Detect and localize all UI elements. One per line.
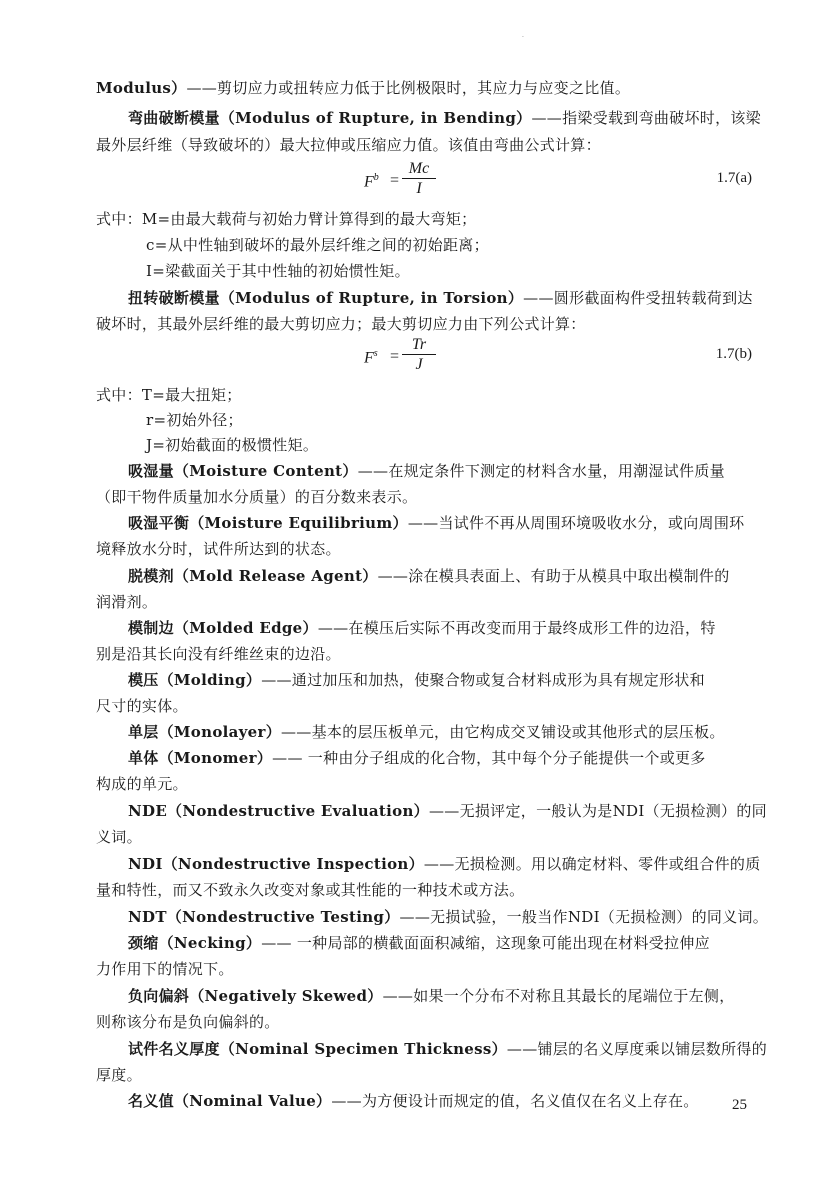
term-label: 模压（Molding） <box>128 671 262 689</box>
text-line: 则称该分布是负向偏斜的。 <box>96 1013 280 1031</box>
numerator: Tr <box>402 336 436 355</box>
text-line: 构成的单元。 <box>96 775 188 793</box>
term-label: 吸湿量（Moisture Content） <box>128 462 358 480</box>
text-line <box>128 853 761 875</box>
term-label: NDT（Nondestructive Testing） <box>128 908 400 926</box>
definition-text: ——当试件不再从周围环境吸收水分，或向周围环 <box>407 514 745 532</box>
term-label: 单体（Monomer） <box>128 749 273 767</box>
text-line: J=初始截面的极惯性矩。 <box>146 436 319 454</box>
text-line: 境释放水分时，试件所达到的状态。 <box>96 540 341 558</box>
text-line <box>128 1090 728 1112</box>
equation-number: 1.7(a) <box>716 170 752 186</box>
term-label: Modulus） <box>96 79 187 97</box>
denominator: I <box>416 180 422 197</box>
text-line <box>128 669 756 691</box>
term-label: 弯曲破断模量（Modulus of Rupture, in Bending） <box>128 109 532 127</box>
text-line <box>96 77 756 99</box>
formula-equals: = <box>390 348 400 365</box>
text-line: 尺寸的实体。 <box>96 697 188 715</box>
definition-text: ——指梁受载到弯曲破坏时，该梁 <box>531 109 761 127</box>
term-label: NDI（Nondestructive Inspection） <box>128 855 424 873</box>
text-line: 式中：T=最大扭矩； <box>96 386 242 404</box>
term-label: 负向偏斜（Negatively Skewed） <box>128 987 383 1005</box>
term-label: 试件名义厚度（Nominal Specimen Thickness） <box>128 1040 507 1058</box>
text-line <box>128 460 756 482</box>
formula-1-7a <box>96 160 756 206</box>
text-line: r=初始外径； <box>146 411 243 429</box>
term-label: 脱模剂（Mold Release Agent） <box>128 567 378 585</box>
text-line: 破坏时，其最外层纤维的最大剪切应力；最大剪切应力由下列公式计算： <box>96 315 586 333</box>
definition-text: ——在模压后实际不再改变而用于最终成形工件的边沿，特 <box>317 619 716 637</box>
definition-text: ——在规定条件下测定的材料含水量，用潮湿试件质量 <box>357 462 725 480</box>
definition-text: ——无损检测。用以确定材料、零件或组合件的质 <box>423 855 761 873</box>
denominator: J <box>415 356 423 373</box>
definition-text: —— 一种由分子组成的化合物，其中每个分子能提供一个或更多 <box>272 749 706 767</box>
text-line: 最外层纤维（导致破坏的）最大拉伸或压缩应力值。该值由弯曲公式计算： <box>96 136 601 154</box>
formula-fraction <box>402 336 436 375</box>
text-line <box>128 800 767 822</box>
text-line: 力作用下的情况下。 <box>96 960 234 978</box>
term-label: 单层（Monolayer） <box>128 723 281 741</box>
text-line <box>128 747 756 769</box>
text-line <box>128 985 756 1007</box>
term-label: 名义值（Nominal Value） <box>128 1092 332 1110</box>
definition-text: ——通过加压和加热，使聚合物或复合材料成形为具有规定形状和 <box>261 671 705 689</box>
formula-fraction <box>402 160 436 199</box>
text-line <box>128 512 756 534</box>
text-line <box>128 1038 768 1060</box>
formula-lhs: $F^b$ <box>364 172 379 191</box>
definition-text: ——如果一个分布不对称且其最长的尾端位于左侧， <box>382 987 735 1005</box>
definition-text: ——为方便设计而规定的值，名义值仅在名义上存在。 <box>331 1092 699 1110</box>
term-label: NDE（Nondestructive Evaluation） <box>128 802 429 820</box>
text-line <box>128 565 756 587</box>
text-line: （即干物件质量加水分质量）的百分数来表示。 <box>96 488 418 506</box>
equation-number: 1.7(b) <box>715 346 752 362</box>
term-label: 颈缩（Necking） <box>128 934 262 952</box>
text-line: I=梁截面关于其中性轴的初始惯性矩。 <box>146 262 410 280</box>
definition-text: ——涂在模具表面上、有助于从模具中取出模制件的 <box>377 567 730 585</box>
definition-text: ——圆形截面构件受扭转载荷到达 <box>523 289 753 307</box>
formula-equals: = <box>390 172 400 189</box>
definition-text: —— 一种局部的横截面面积减缩，这现象可能出现在材料受拉伸应 <box>261 934 710 952</box>
text-line: 润滑剂。 <box>96 593 158 611</box>
scan-dot: · <box>522 34 524 41</box>
definition-text: ——铺层的名义厚度乘以铺层数所得的 <box>506 1040 768 1058</box>
text-line <box>128 617 756 639</box>
term-label: 吸湿平衡（Moisture Equilibrium） <box>128 514 408 532</box>
formula-1-7b <box>96 336 756 382</box>
text-line: 式中：M=由最大载荷与初始力臂计算得到的最大弯矩； <box>96 210 477 228</box>
text-line <box>128 107 761 129</box>
term-label: 扭转破断模量（Modulus of Rupture, in Torsion） <box>128 289 524 307</box>
text-line: 别是沿其长向没有纤维丝束的边沿。 <box>96 645 341 663</box>
definition-text: ——无损评定，一般认为是NDI（无损检测）的同 <box>428 802 767 820</box>
numerator: Mc <box>402 160 436 179</box>
text-line: 义词。 <box>96 828 142 846</box>
term-label: 模制边（Molded Edge） <box>128 619 318 637</box>
text-line: c=从中性轴到破坏的最外层纤维之间的初始距离； <box>146 236 489 254</box>
text-line <box>128 721 756 743</box>
text-line: 厚度。 <box>96 1066 142 1084</box>
text-line <box>128 287 756 309</box>
definition-text: ——基本的层压板单元，由它构成交叉铺设或其他形式的层压板。 <box>281 723 725 741</box>
text-line: 量和特性，而又不致永久改变对象或其性能的一种技术或方法。 <box>96 881 525 899</box>
definition-text: ——剪切应力或扭转应力低于比例极限时，其应力与应变之比值。 <box>186 79 631 97</box>
text-line <box>128 906 769 928</box>
text-line <box>128 932 756 954</box>
page-number: 25 <box>732 1097 747 1113</box>
formula-lhs: $F^s$ <box>364 348 378 367</box>
definition-text: ——无损试验，一般当作NDI（无损检测）的同义词。 <box>399 908 769 926</box>
